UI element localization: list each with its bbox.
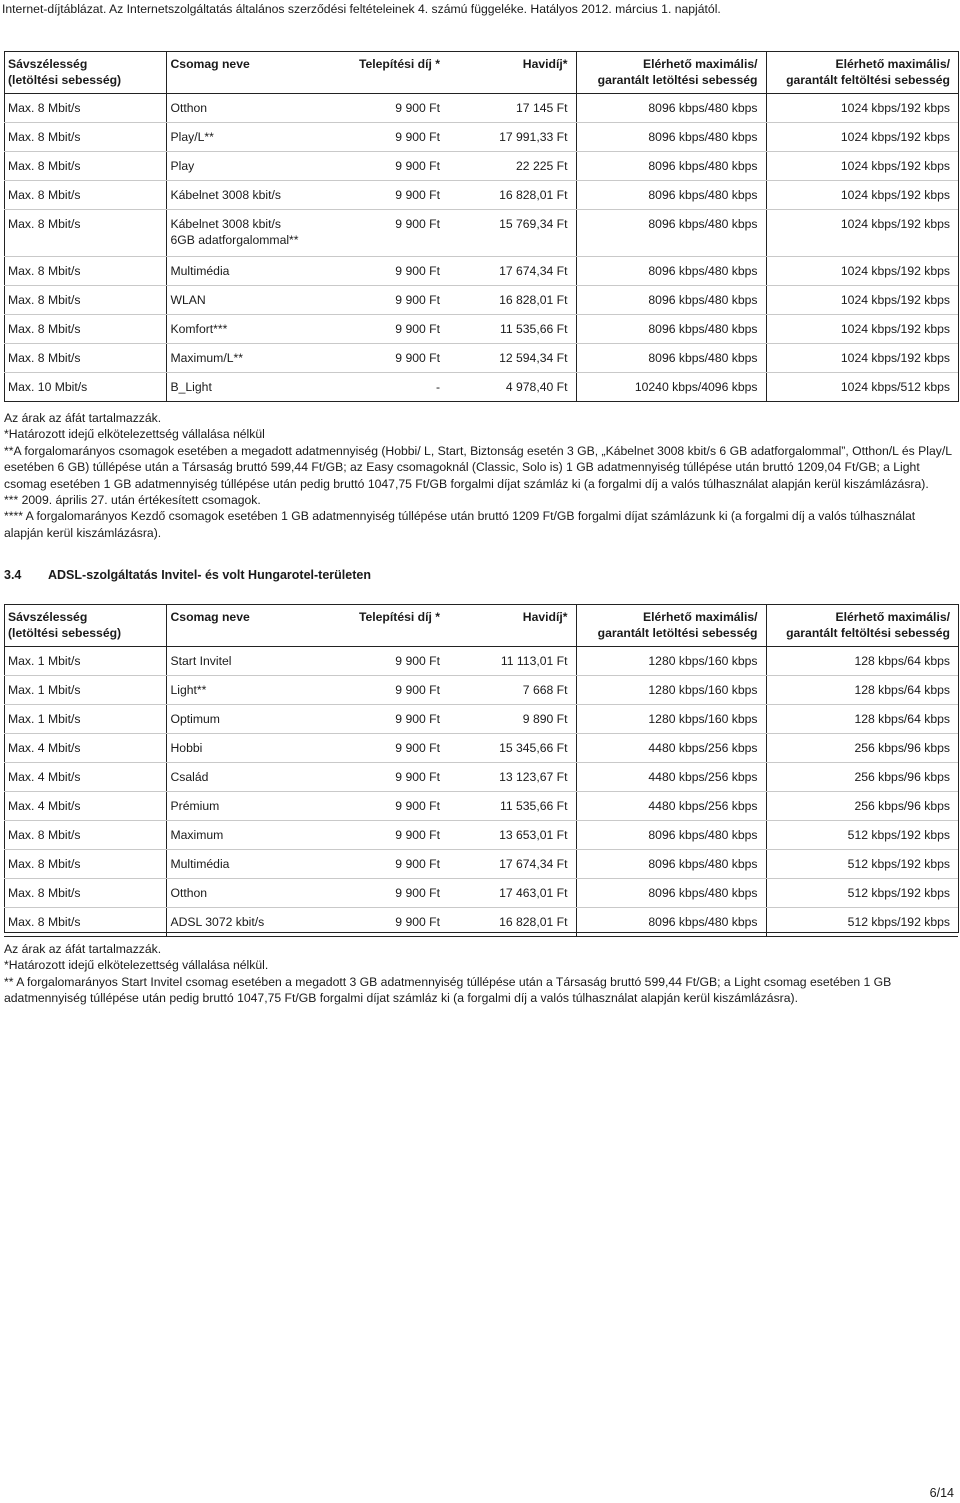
table-cell: Otthon	[166, 94, 310, 123]
table-cell: 17 145 Ft	[448, 94, 576, 123]
table-cell: Max. 8 Mbit/s	[4, 286, 166, 315]
table-row	[4, 315, 958, 344]
col-header-bandwidth: Sávszélesség (letöltési sebesség)	[4, 605, 166, 647]
table-cell: 9 900 Ft	[310, 908, 448, 937]
table-row	[4, 344, 958, 373]
table-cell: 22 225 Ft	[448, 152, 576, 181]
table-row	[4, 763, 958, 792]
table-cell: 128 kbps/64 kbps	[766, 676, 958, 705]
table-cell: Max. 8 Mbit/s	[4, 879, 166, 908]
table-row	[4, 705, 958, 734]
table-cell: 9 900 Ft	[310, 152, 448, 181]
table-row	[4, 123, 958, 152]
table-cell: 9 900 Ft	[310, 181, 448, 210]
section-number: 3.4	[4, 568, 22, 582]
col-header-bandwidth: Sávszélesség (letöltési sebesség)	[4, 52, 166, 94]
table-row	[4, 734, 958, 763]
col-header-install-fee: Telepítési díj *	[310, 52, 448, 94]
table-cell: -	[310, 373, 448, 402]
table-cell: Max. 1 Mbit/s	[4, 705, 166, 734]
table-cell: 8096 kbps/480 kbps	[576, 210, 766, 257]
table-cell: 9 900 Ft	[310, 94, 448, 123]
note-triple-star: *** 2009. április 27. után értékesített csomagok.	[4, 493, 261, 508]
table-cell: 1280 kbps/160 kbps	[576, 705, 766, 734]
table-header-row	[4, 605, 958, 647]
notes-1	[4, 410, 954, 541]
table-cell: 8096 kbps/480 kbps	[576, 908, 766, 937]
table-cell: Hobbi	[166, 734, 310, 763]
table-cell: 13 123,67 Ft	[448, 763, 576, 792]
table-cell: 17 674,34 Ft	[448, 850, 576, 879]
table-cell: 1024 kbps/192 kbps	[766, 152, 958, 181]
table-cell: 9 900 Ft	[310, 344, 448, 373]
table-row	[4, 821, 958, 850]
notes-2	[4, 941, 954, 1007]
table-cell: 17 463,01 Ft	[448, 879, 576, 908]
table-cell: 9 900 Ft	[310, 821, 448, 850]
table-cell: B_Light	[166, 373, 310, 402]
table-cell: 8096 kbps/480 kbps	[576, 94, 766, 123]
table-cell: Max. 4 Mbit/s	[4, 734, 166, 763]
page-number: 6/14	[929, 1486, 954, 1500]
table-cell: Max. 8 Mbit/s	[4, 123, 166, 152]
table-cell: 512 kbps/192 kbps	[766, 908, 958, 937]
col-header-package: Csomag neve	[166, 605, 310, 647]
table-cell: 128 kbps/64 kbps	[766, 705, 958, 734]
table-cell: Play/L**	[166, 123, 310, 152]
table-cell: 16 828,01 Ft	[448, 908, 576, 937]
table-cell: 1024 kbps/192 kbps	[766, 181, 958, 210]
price-table-2	[4, 605, 958, 937]
table-cell: 1024 kbps/192 kbps	[766, 123, 958, 152]
table-row	[4, 908, 958, 937]
col-header-install-fee: Telepítési díj *	[310, 605, 448, 647]
table-row	[4, 286, 958, 315]
table-cell: Max. 8 Mbit/s	[4, 257, 166, 286]
table-cell: 1024 kbps/192 kbps	[766, 344, 958, 373]
table-cell: Multimédia	[166, 850, 310, 879]
table-header-row	[4, 52, 958, 94]
table-cell: 9 900 Ft	[310, 734, 448, 763]
table-cell: Max. 8 Mbit/s	[4, 315, 166, 344]
note-no-commitment: *Határozott idejű elkötelezettség vállalása nélkül	[4, 427, 265, 442]
table-cell: 4480 kbps/256 kbps	[576, 763, 766, 792]
table-cell: Max. 8 Mbit/s	[4, 152, 166, 181]
table-cell: 9 900 Ft	[310, 676, 448, 705]
table-cell: 16 828,01 Ft	[448, 181, 576, 210]
table-cell: 4480 kbps/256 kbps	[576, 734, 766, 763]
table-cell: 8096 kbps/480 kbps	[576, 821, 766, 850]
table-cell: 1024 kbps/192 kbps	[766, 315, 958, 344]
table-cell: 15 769,34 Ft	[448, 210, 576, 257]
table-cell: 12 594,34 Ft	[448, 344, 576, 373]
table-cell: 8096 kbps/480 kbps	[576, 257, 766, 286]
table-cell: Max. 8 Mbit/s	[4, 181, 166, 210]
col-header-package: Csomag neve	[166, 52, 310, 94]
table-cell: 1024 kbps/512 kbps	[766, 373, 958, 402]
table-cell: 512 kbps/192 kbps	[766, 850, 958, 879]
table-cell: Komfort***	[166, 315, 310, 344]
table-cell: Max. 8 Mbit/s	[4, 821, 166, 850]
table-cell: Kábelnet 3008 kbit/s	[166, 181, 310, 210]
table-cell: 8096 kbps/480 kbps	[576, 286, 766, 315]
table-cell: Play	[166, 152, 310, 181]
table-cell: 1024 kbps/192 kbps	[766, 257, 958, 286]
table-cell: 9 900 Ft	[310, 286, 448, 315]
table-cell: 17 991,33 Ft	[448, 123, 576, 152]
table-cell: 7 668 Ft	[448, 676, 576, 705]
note-double-star: **A forgalomarányos csomagok esetében a megadott adatmennyiség (Hobbi/ L, Start, Biztonság esetén 3 GB, „Kábelnet 3008 kbit/s 6 GB adatforgalommal”, Otthon/L és Play/L esetében 6 GB) túllépése után a Társaság bruttó 599,44 Ft/GB; az Easy csomagoknál (Classic, Solo is) 1 GB adatmennyiség túllépése után bruttó 1209,04 Ft/GB; a Light csomag esetében 1 GB adatmennyiség túllépése után pedig bruttó 1047,75 Ft/GB forgalmi díjat számláz ki (a forgalmi díj a valós túlhasználat alapján kerül kiszámlázásra).	[4, 443, 952, 491]
table-cell: Max. 8 Mbit/s	[4, 94, 166, 123]
table-cell: 8096 kbps/480 kbps	[576, 879, 766, 908]
table-cell: Max. 8 Mbit/s	[4, 908, 166, 937]
table-cell: 9 900 Ft	[310, 315, 448, 344]
table-cell: Optimum	[166, 705, 310, 734]
section-heading	[4, 568, 371, 582]
table-cell: 9 900 Ft	[310, 879, 448, 908]
table-cell: 8096 kbps/480 kbps	[576, 123, 766, 152]
table-cell: Otthon	[166, 879, 310, 908]
section-title: ADSL-szolgáltatás Invitel- és volt Hungarotel-területen	[48, 568, 371, 582]
table-cell: Max. 4 Mbit/s	[4, 792, 166, 821]
table-cell: Max. 10 Mbit/s	[4, 373, 166, 402]
table-row	[4, 850, 958, 879]
table-row	[4, 94, 958, 123]
table-cell: Kábelnet 3008 kbit/s 6GB adatforgalommal**	[166, 210, 310, 257]
table-row	[4, 181, 958, 210]
table-row	[4, 879, 958, 908]
table-cell: 9 900 Ft	[310, 763, 448, 792]
table-cell: Maximum/L**	[166, 344, 310, 373]
table-cell: Light**	[166, 676, 310, 705]
table-cell: 256 kbps/96 kbps	[766, 734, 958, 763]
table-cell: Max. 8 Mbit/s	[4, 850, 166, 879]
table-cell: 8096 kbps/480 kbps	[576, 152, 766, 181]
table-cell: Max. 1 Mbit/s	[4, 676, 166, 705]
table-cell: 9 900 Ft	[310, 705, 448, 734]
table-cell: 15 345,66 Ft	[448, 734, 576, 763]
table-cell: Multimédia	[166, 257, 310, 286]
table-cell: Prémium	[166, 792, 310, 821]
col-header-download-speed: Elérhető maximális/ garantált letöltési sebesség	[576, 605, 766, 647]
col-header-download-speed: Elérhető maximális/ garantált letöltési sebesség	[576, 52, 766, 94]
table-cell: 9 900 Ft	[310, 792, 448, 821]
table-cell: 128 kbps/64 kbps	[766, 647, 958, 676]
table-cell: 8096 kbps/480 kbps	[576, 181, 766, 210]
table-cell: 4480 kbps/256 kbps	[576, 792, 766, 821]
table-row	[4, 676, 958, 705]
table-cell: 1024 kbps/192 kbps	[766, 286, 958, 315]
table-cell: 17 674,34 Ft	[448, 257, 576, 286]
table-cell: 8096 kbps/480 kbps	[576, 344, 766, 373]
col-header-upload-speed: Elérhető maximális/ garantált feltöltési sebesség	[766, 52, 958, 94]
table-cell: 8096 kbps/480 kbps	[576, 315, 766, 344]
col-header-upload-speed: Elérhető maximális/ garantált feltöltési sebesség	[766, 605, 958, 647]
page-header: Internet-díjtáblázat. Az Internetszolgáltatás általános szerződési feltételeinek 4. számú függeléke. Hatályos 2012. március 1. napjától.	[2, 2, 721, 16]
note-vat: Az árak az áfát tartalmazzák.	[4, 942, 162, 956]
table-row	[4, 152, 958, 181]
table-cell: 512 kbps/192 kbps	[766, 821, 958, 850]
table-cell: 9 900 Ft	[310, 257, 448, 286]
table-cell: 10240 kbps/4096 kbps	[576, 373, 766, 402]
table-cell: WLAN	[166, 286, 310, 315]
table-row	[4, 257, 958, 286]
table-cell: 4 978,40 Ft	[448, 373, 576, 402]
table-row	[4, 647, 958, 676]
table-cell: 11 535,66 Ft	[448, 792, 576, 821]
table-cell: ADSL 3072 kbit/s	[166, 908, 310, 937]
note-no-commitment: *Határozott idejű elkötelezettség vállalása nélkül.	[4, 958, 269, 973]
note-vat: Az árak az áfát tartalmazzák.	[4, 411, 162, 425]
table-row	[4, 210, 958, 257]
table-cell: Max. 1 Mbit/s	[4, 647, 166, 676]
table-cell: 256 kbps/96 kbps	[766, 792, 958, 821]
table-cell: 256 kbps/96 kbps	[766, 763, 958, 792]
table-cell: 1280 kbps/160 kbps	[576, 676, 766, 705]
table-cell: 1024 kbps/192 kbps	[766, 210, 958, 257]
table-cell: 13 653,01 Ft	[448, 821, 576, 850]
note-double-star: ** A forgalomarányos Start Invitel csomag esetében a megadott 3 GB adatmennyiség túllépése után a Társaság bruttó 599,44 Ft/GB; a Light csomag esetében 1 GB adatmennyiség túllépése után pedig bruttó 1047,75 Ft/GB forgalmi díjat számláz ki (a forgalmi díj a valós túlhasználat alapján kerül kiszámlázásra).	[4, 974, 892, 1006]
table-cell: 11 535,66 Ft	[448, 315, 576, 344]
table-cell: Maximum	[166, 821, 310, 850]
table-cell: Max. 4 Mbit/s	[4, 763, 166, 792]
table-cell: Család	[166, 763, 310, 792]
table-cell: 1280 kbps/160 kbps	[576, 647, 766, 676]
table-cell: 8096 kbps/480 kbps	[576, 850, 766, 879]
table-cell: 11 113,01 Ft	[448, 647, 576, 676]
table-cell: 512 kbps/192 kbps	[766, 879, 958, 908]
table-cell: 1024 kbps/192 kbps	[766, 94, 958, 123]
table-cell: Max. 8 Mbit/s	[4, 210, 166, 257]
table-cell: 9 900 Ft	[310, 850, 448, 879]
table-cell: 9 890 Ft	[448, 705, 576, 734]
table-cell: 16 828,01 Ft	[448, 286, 576, 315]
table-row	[4, 373, 958, 402]
col-header-monthly-fee: Havidíj*	[448, 52, 576, 94]
note-quad-star: **** A forgalomarányos Kezdő csomagok esetében 1 GB adatmennyiség túllépése után bruttó 1209 Ft/GB forgalmi díjat számlázunk ki (a forgalmi díj a valós túlhasználat alapján kerül kiszámlázásra).	[4, 509, 916, 540]
table-cell: 9 900 Ft	[310, 210, 448, 257]
price-table-1	[4, 52, 958, 402]
table-cell: 9 900 Ft	[310, 123, 448, 152]
table-cell: Max. 8 Mbit/s	[4, 344, 166, 373]
table-cell: 9 900 Ft	[310, 647, 448, 676]
table-cell: Start Invitel	[166, 647, 310, 676]
col-header-monthly-fee: Havidíj*	[448, 605, 576, 647]
table-row	[4, 792, 958, 821]
